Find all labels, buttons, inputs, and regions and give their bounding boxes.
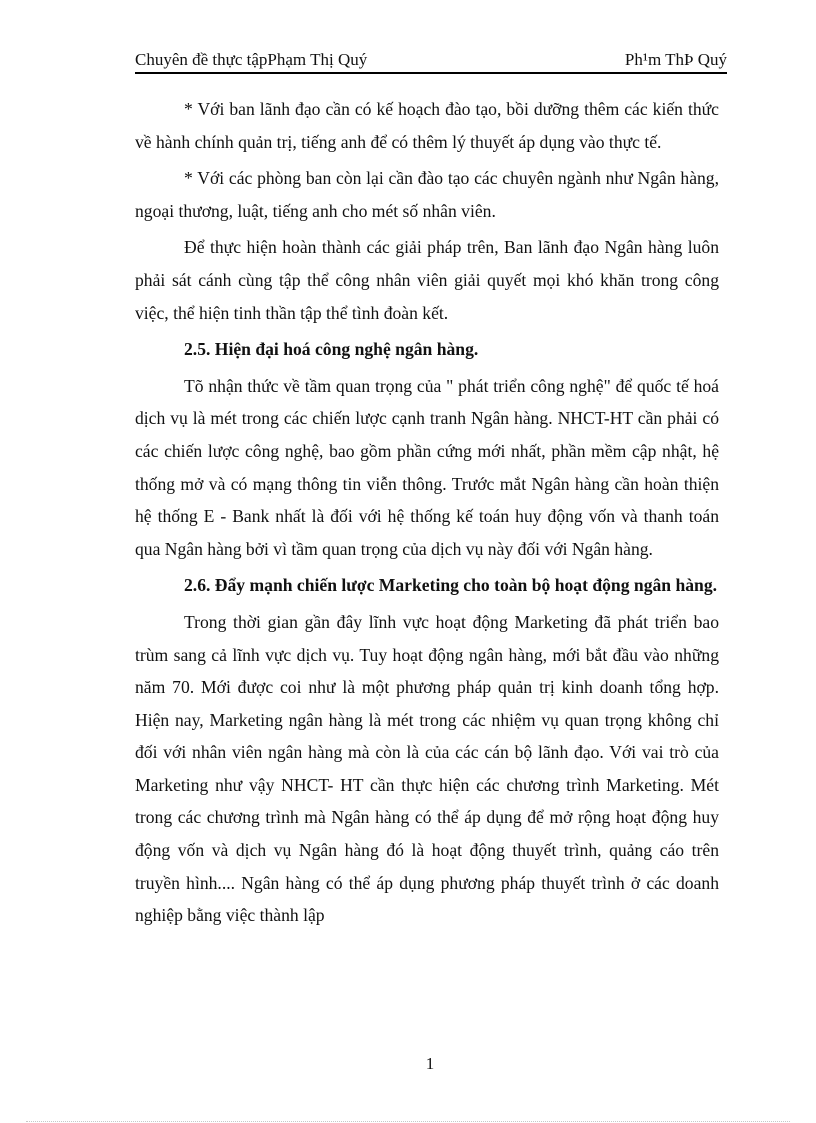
- paragraph-leadership-training: * Với ban lãnh đạo cần có kế hoạch đào tạo, bồi dưỡng thêm các kiến thức về hành chính quản trị, tiếng anh để có thêm lý thuyết áp dụng vào thực tế.: [135, 99, 719, 152]
- document-body: [135, 93, 719, 932]
- paragraph-technology: Tõ nhận thức về tầm quan trọng của " phát triển công nghệ" để quốc tế hoá dịch vụ là mét trong các chiến lược cạnh tranh Ngân hàng. NHCT-HT cần phải có các chiến lược công nghệ, bao gồm phần cứng mới nhất, phần mềm cập nhật, hệ thống mở và có mạng thông tin viễn thông. Trước mắt Ngân hàng cần hoàn thiện hệ thống E - Bank nhất là đối với hệ thống kế toán huy động vốn và thanh toán qua Ngân hàng bởi vì tầm quan trọng của dịch vụ này đối với Ngân hàng.: [135, 375, 719, 559]
- page-number: 1: [425, 1054, 435, 1073]
- header-title: Chuyên đề thực tậpPhạm Thị Quý: [135, 50, 368, 69]
- section-heading-2-5: 2.5. Hiện đại hoá công nghệ ngân hàng.: [184, 339, 479, 360]
- section-heading-2-6: 2.6. Đẩy mạnh chiến lược Marketing cho toàn bộ hoạt động ngân hàng.: [184, 575, 718, 596]
- page-break-line: [26, 1121, 790, 1122]
- paragraph-departments-training: * Với các phòng ban còn lại cần đào tạo các chuyên ngành như Ngân hàng, ngoại thương, luật, tiếng anh cho mét số nhân viên.: [135, 168, 719, 221]
- header-author: Ph¹m ThÞ Quý: [624, 50, 727, 69]
- paragraph-marketing: Trong thời gian gần đây lĩnh vực hoạt động Marketing đã phát triển bao trùm sang cả lĩnh vực dịch vụ. Tuy hoạt động ngân hàng, mới bắt đầu vào những năm 70. Mới được coi như là một phương pháp quản trị kinh doanh tổng hợp. Hiện nay, Marketing ngân hàng là mét trong các nhiệm vụ quan trọng không chỉ đối với nhân viên ngân hàng mà còn là của các cán bộ lãnh đạo. Với vai trò của Marketing như vậy NHCT- HT cần thực hiện các chương trình Marketing. Mét trong các chương trình mà Ngân hàng có thể áp dụng để mở rộng hoạt động huy động vốn và dịch vụ Ngân hàng đó là hoạt động thuyết trình, quảng cáo trên truyền hình.... Ngân hàng có thể áp dụng phương pháp thuyết trình ở các doanh nghiệp bằng việc thành lập: [135, 611, 719, 926]
- paragraph-implementation: Để thực hiện hoàn thành các giải pháp trên, Ban lãnh đạo Ngân hàng luôn phải sát cánh cùng tập thể công nhân viên giải quyết mọi khó khăn trong công việc, thể hiện tinh thần tập thể tình đoàn kết.: [135, 237, 719, 323]
- page-header: [135, 48, 727, 74]
